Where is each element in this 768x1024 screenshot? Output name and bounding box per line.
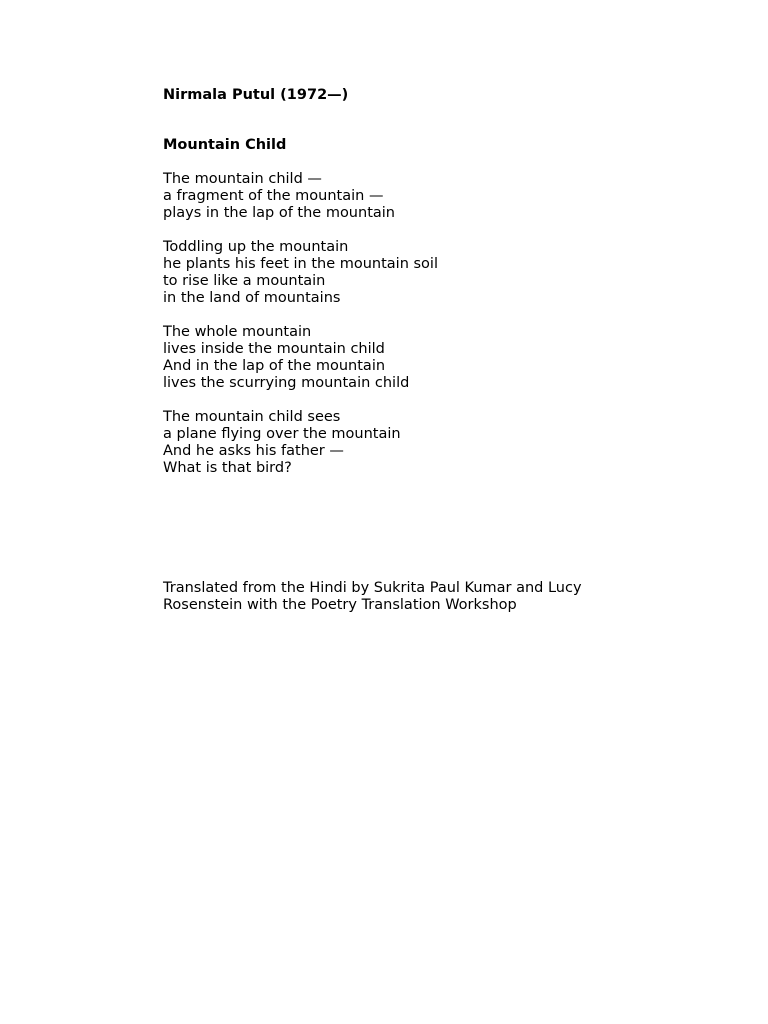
poem-line: lives inside the mountain child (163, 341, 385, 357)
translation-credit (163, 580, 643, 614)
poem-line: And in the lap of the mountain (163, 358, 386, 374)
poem-title: Mountain Child (163, 137, 287, 153)
poem-line: Toddling up the mountain (163, 239, 349, 255)
poem-line: The mountain child — (163, 171, 322, 187)
poem-line: a plane flying over the mountain (163, 426, 401, 442)
credit-line: Rosenstein with the Poetry Translation Workshop (163, 597, 517, 613)
author-heading: Nirmala Putul (1972—) (163, 87, 349, 103)
poem-line: he plants his feet in the mountain soil (163, 256, 438, 272)
poem-line: And he asks his father — (163, 443, 344, 459)
poem-line: in the land of mountains (163, 290, 341, 306)
stanza-1 (163, 171, 683, 222)
stanza-3 (163, 324, 683, 392)
poem-line: to rise like a mountain (163, 273, 326, 289)
poem-line: a fragment of the mountain — (163, 188, 384, 204)
poem-line: lives the scurrying mountain child (163, 375, 410, 391)
poem-content (163, 87, 683, 494)
poem-line: plays in the lap of the mountain (163, 205, 395, 221)
poem-body (163, 171, 683, 477)
stanza-4 (163, 409, 683, 477)
poem-line: The whole mountain (163, 324, 312, 340)
poem-line: What is that bird? (163, 460, 292, 476)
stanza-2 (163, 239, 683, 307)
poem-line: The mountain child sees (163, 409, 341, 425)
credit-line: Translated from the Hindi by Sukrita Paul Kumar and Lucy (163, 580, 582, 596)
